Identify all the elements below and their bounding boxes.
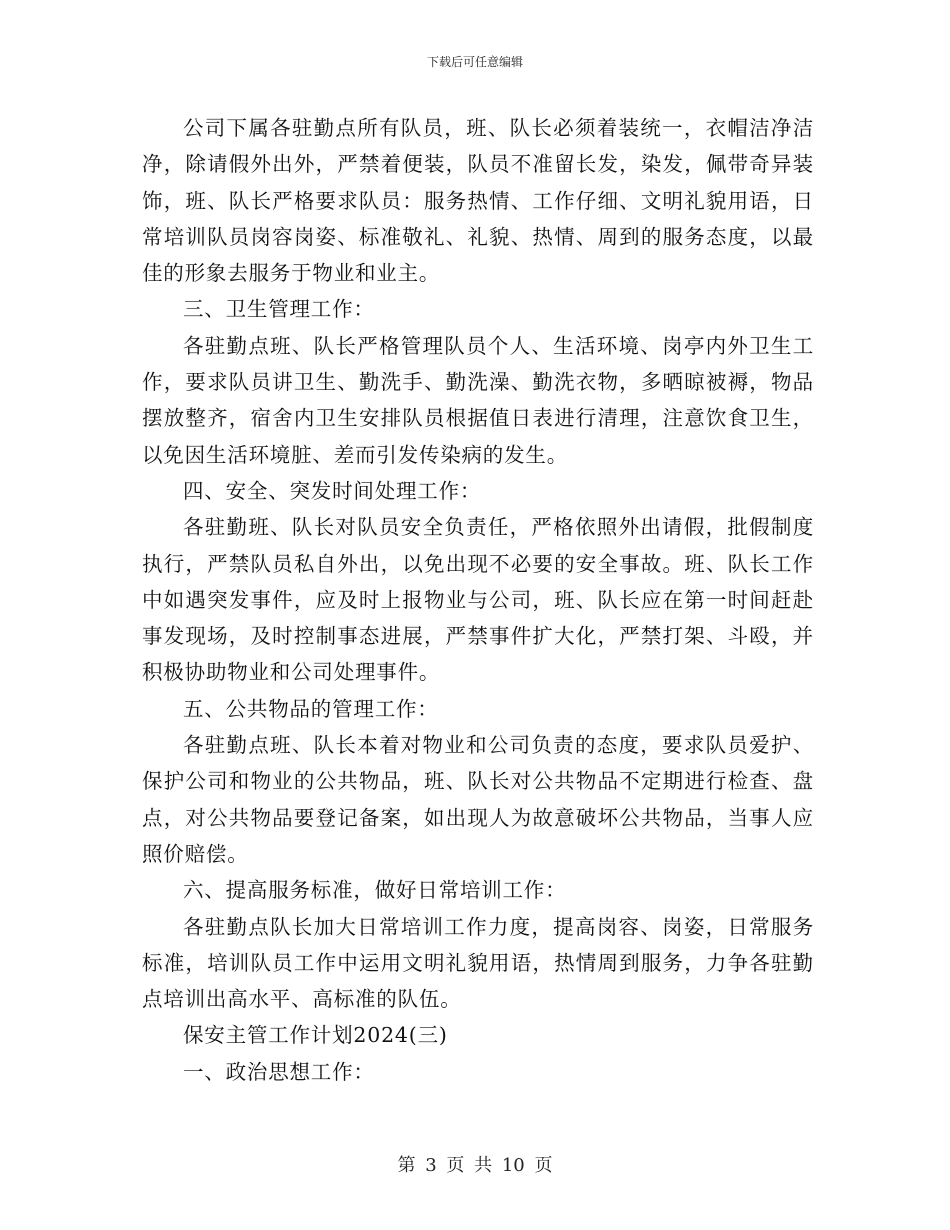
page-number: 第 3 页 共 10 页 <box>397 1155 553 1176</box>
heading-safety-emergency: 四、安全、突发时间处理工作： <box>183 478 482 503</box>
paragraph-service-training: 各驻勤点队长加大日常培训工作力度，提高岗容、岗姿，日常服务标准，培训队员工作中运用文明礼貌用语，热情周到服务，力争各驻勤点培训出高水平、高标准的队伍。 <box>142 914 814 1012</box>
heading-political-work: 一、政治思想工作： <box>183 1059 375 1084</box>
section-title: 保安主管工作计划2024(三) <box>183 1023 448 1048</box>
paragraph-hygiene-management: 各驻勤点班、队长严格管理队员个人、生活环境、岗亭内外卫生工作，要求队员讲卫生、勤洗手、勤洗澡、勤洗衣物，多晒晾被褥，物品摆放整齐，宿舍内卫生安排队员根据值日表进行清理，注意饮食卫生，以免因生活环境脏、差而引发传染病的发生。 <box>142 333 814 467</box>
page-header-note: 下载后可任意编辑 <box>426 55 523 69</box>
paragraph-safety-emergency: 各驻勤班、队长对队员安全负责任，严格依照外出请假，批假制度执行，严禁队员私自外出，以免出现不必要的安全事故。班、队长工作中如遇突发事件，应及时上报物业与公司，班、队长应在第一时间赶赴事发现场，及时控制事态进展，严禁事件扩大化，严禁打架、斗殴，并积极协助物业和公司处理事件。 <box>142 515 814 685</box>
heading-hygiene-management: 三、卫生管理工作： <box>183 297 375 322</box>
heading-service-training: 六、提高服务标准，做好日常培训工作： <box>183 878 567 903</box>
paragraph-uniform-requirements: 公司下属各驻勤点所有队员，班、队长必须着装统一，衣帽洁净洁净，除请假外出外，严禁着便装，队员不准留长发，染发，佩带奇异装饰，班、队长严格要求队员：服务热情、工作仔细、文明礼貌用语，日常培训队员岗容岗姿、标准敬礼、礼貌、热情、周到的服务态度，以最佳的形象去服务于物业和业主。 <box>142 116 814 286</box>
document-body <box>142 110 814 1090</box>
heading-public-property: 五、公共物品的管理工作： <box>183 696 439 721</box>
paragraph-public-property: 各驻勤点班、队长本着对物业和公司负责的态度，要求队员爱护、保护公司和物业的公共物品，班、队长对公共物品不定期进行检查、盘点，对公共物品要登记备案，如出现人为故意破坏公共物品，当事人应照价赔偿。 <box>142 733 814 866</box>
